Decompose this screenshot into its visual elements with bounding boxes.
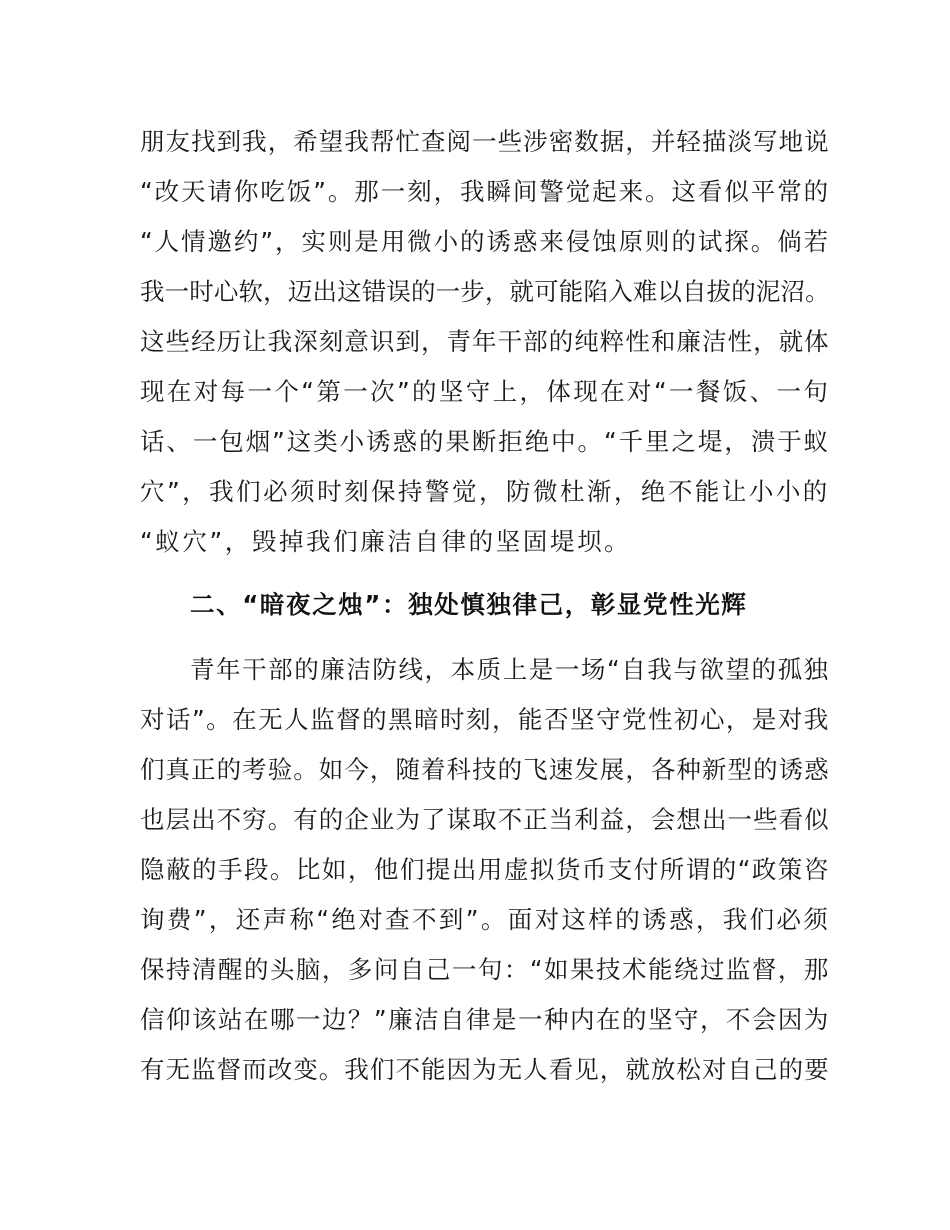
section-heading: 二、“暗夜之烛”：独处慎独律己，彰显党性光辉 <box>190 590 748 619</box>
paragraph-line: 朋友找到我，希望我帮忙查阅一些涉密数据，并轻描淡写地说 <box>140 127 830 156</box>
paragraph-line: “蚁穴”，毁掉我们廉洁自律的坚固堤坝。 <box>140 527 632 556</box>
paragraph-line: 询费”，还声称“绝对查不到”。面对这样的诱惑，我们必须 <box>140 905 831 934</box>
paragraph-line: 隐蔽的手段。比如，他们提出用虚拟货币支付所谓的“政策咨 <box>140 855 830 884</box>
paragraph-line: 对话”。在无人监督的黑暗时刻，能否坚守党性初心，是对我 <box>140 705 830 734</box>
paragraph-line: 也层出不穷。有的企业为了谋取不正当利益，会想出一些看似 <box>140 805 830 834</box>
paragraph-line: “人情邀约”，实则是用微小的诱惑来侵蚀原则的试探。倘若 <box>140 227 831 256</box>
paragraph-line: 这些经历让我深刻意识到，青年干部的纯粹性和廉洁性，就体 <box>140 327 830 356</box>
paragraph-line: 我一时心软，迈出这错误的一步，就可能陷入难以自拔的泥沼。 <box>140 277 830 306</box>
paragraph-line: 现在对每一个“第一次”的坚守上，体现在对“一餐饭、一句 <box>140 377 831 406</box>
paragraph-line: 保持清醒的头脑，多问自己一句：“如果技术能绕过监督，那 <box>140 955 830 984</box>
paragraph-line: 穴”，我们必须时刻保持警觉，防微杜渐，绝不能让小小的 <box>140 477 830 506</box>
paragraph-line: 信仰该站在哪一边？”廉洁自律是一种内在的坚守，不会因为 <box>140 1005 830 1034</box>
paragraph-line: 有无监督而改变。我们不能因为无人看见，就放松对自己的要 <box>140 1055 830 1084</box>
paragraph-line: “改天请你吃饭”。那一刻，我瞬间警觉起来。这看似平常的 <box>140 177 831 206</box>
paragraph-line: 们真正的考验。如今，随着科技的飞速发展，各种新型的诱惑 <box>140 755 830 784</box>
paragraph-line: 青年干部的廉洁防线，本质上是一场“自我与欲望的孤独 <box>190 655 830 684</box>
paragraph-line: 话、一包烟”这类小诱惑的果断拒绝中。“千里之堤，溃于蚁 <box>140 427 831 456</box>
